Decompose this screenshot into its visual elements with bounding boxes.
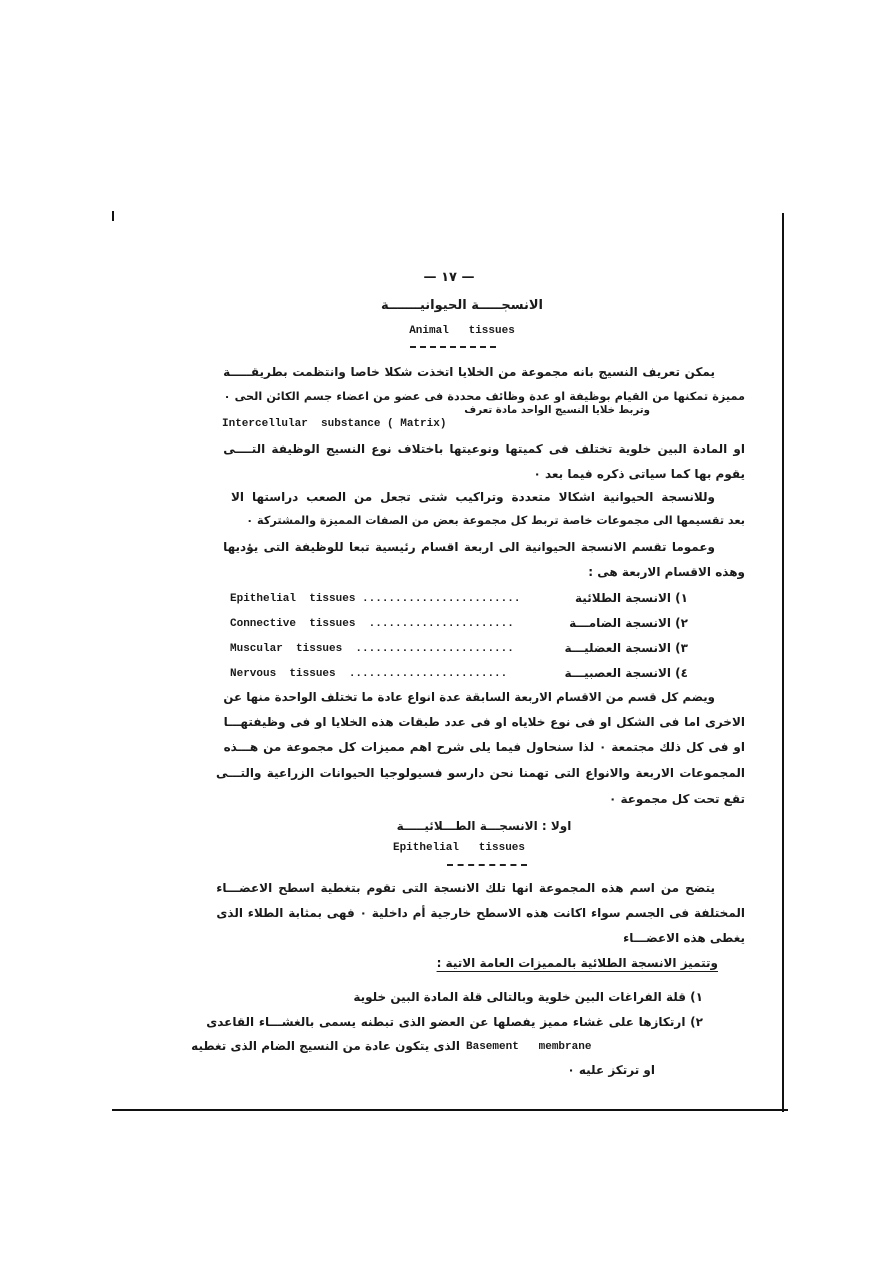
types-line: المجموعات الاربعة والانواع التى تهمنا نحن دارسو فسيولوجيا الحيوانات الزراعية والتـــى — [216, 766, 745, 780]
classification-line: وهذه الاقسام الاربعة هى : — [588, 565, 745, 579]
types-line: او فى كل ذلك مجتمعة ٠ لذا سنحاول فيما يلى شرح اهم مميزات كل مجموعة من هـــذه — [223, 740, 745, 754]
intro-term-english: Intercellular substance ( Matrix) — [222, 418, 447, 430]
page-title: الانسجـــــة الحيوانيـــــــة — [380, 298, 544, 313]
types-line: ويضم كل قسم من الاقسام الاربعة السابقة عدة انواع عادة ما تختلف الواحدة منها عن — [223, 690, 715, 704]
features-heading: وتتميز الانسجة الطلائية بالمميزات العامة الاتية : — [436, 956, 718, 970]
intro-line: يمكن تعريف النسيج بانه مجموعة من الخلايا اتخذت شكلا خاصا وانتظمت بطريقـــــة — [223, 365, 715, 379]
tissue-item-english: Connective tissues ...................... — [230, 618, 514, 630]
types-line: الاخرى اما فى الشكل او فى نوع خلاياه او فى عدد طبقات هذه الخلايا او فى وظيفتهـــا — [223, 715, 745, 729]
section-dashed-rule — [447, 864, 527, 866]
section-heading: اولا : الانسجـــة الطـــلائيـــــة — [396, 819, 572, 833]
intro-line: مميزة تمكنها من القيام بوظيفة او عدة وظائف محددة فى عضو من اعضاء جسم الكائن الحى ٠ — [223, 390, 745, 403]
page-number: — ١٧ — — [423, 270, 475, 285]
feature-continuation: الذى يتكون عادة من النسيج الضام الذى تغطيه — [191, 1039, 460, 1053]
feature-item: ١) قلة الفراغات البين خلوية وبالتالى قلة المادة البين خلوية — [353, 990, 703, 1004]
tissue-item-english: Epithelial tissues ........................ — [230, 593, 521, 605]
tissue-item-arabic: ٣) الانسجة العضليـــة — [564, 641, 688, 655]
page-title-english: Animal tissues — [409, 325, 515, 337]
section-line: يغطى هذه الاعضـــاء — [623, 931, 745, 945]
intro-line: وتربط خلايا النسيج الواحد مادة تعرف — [464, 404, 650, 416]
classification-line: وعموما تقسم الانسجة الحيوانية الى اربعة اقسام رئيسية تبعا للوظيفة التى يؤديها — [223, 540, 715, 554]
section-line: المختلفة فى الجسم سواء اكانت هذه الاسطح خارجية أم داخلية ٠ فهى بمثابة الطلاء الذى — [216, 906, 745, 920]
classification-line: بعد تقسيمها الى مجموعات خاصة تربط كل مجموعة بعض من الصفات المميزة والمشتركة ٠ — [246, 514, 745, 527]
tissue-item-arabic: ٤) الانسجة العصبيـــة — [564, 666, 688, 680]
section-line: يتضح من اسم هذه المجموعة انها تلك الانسجة التى تقوم بتغطية اسطح الاعضـــاء — [216, 881, 715, 895]
tissue-item-arabic: ١) الانسجة الطلائية — [575, 591, 688, 605]
frame-corner-mark — [112, 211, 114, 221]
section-heading-english: Epithelial tissues — [392, 842, 526, 854]
feature-closing: او ترتكز عليه ٠ — [567, 1063, 655, 1077]
classification-line: وللانسجة الحيوانية اشكالا متعددة وتراكيب شتى تجعل من الصعب دراستها الا — [231, 490, 715, 504]
frame-right-border — [782, 213, 784, 1112]
types-line: تقع تحت كل مجموعة ٠ — [608, 792, 745, 806]
tissue-item-english: Muscular tissues ........................ — [230, 643, 514, 655]
intro-line: او المادة البين خلوية تختلف فى كميتها ونوعيتها باختلاف نوع النسيج الوظيفة التــــى — [223, 442, 745, 456]
title-dashed-rule — [410, 346, 496, 348]
feature-item: ٢) ارتكازها على غشاء مميز يفصلها عن العضو الذى تبطنه يسمى بالغشـــاء القاعدى — [206, 1015, 703, 1029]
feature-term-english: Basement membrane — [466, 1041, 592, 1053]
tissue-item-arabic: ٢) الانسجة الضامـــة — [569, 616, 688, 630]
tissue-item-english: Nervous tissues ........................ — [230, 668, 508, 680]
frame-bottom-border — [112, 1109, 788, 1111]
intro-line: يقوم بها كما سياتى ذكره فيما بعد ٠ — [533, 467, 745, 481]
